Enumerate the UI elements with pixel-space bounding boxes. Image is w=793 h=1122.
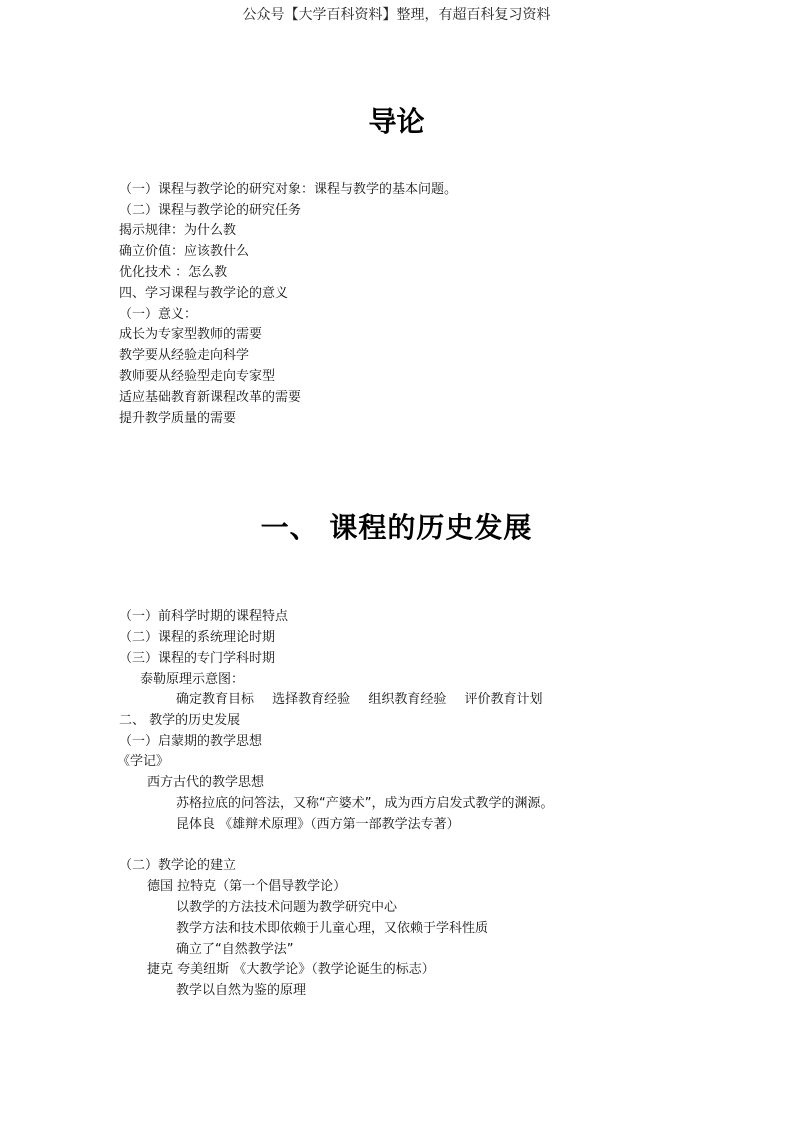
intro-line: （一）课程与教学论的研究对象：课程与教学的基本问题。 xyxy=(119,182,458,197)
tyler-steps xyxy=(176,691,556,709)
tyler-step: 评价教育计划 xyxy=(464,692,543,707)
page-header: 公众号【大学百科资料】整理，有超百科复习资料 xyxy=(242,7,551,23)
section-line: 教学方法和技术即依赖于儿童心理，又依赖于学科性质 xyxy=(176,921,489,936)
intro-line: 适应基础教育新课程改革的需要 xyxy=(119,390,302,405)
section-line: 确立了“自然教学法” xyxy=(176,942,294,957)
intro-line: 四、学习课程与教学论的意义 xyxy=(119,286,289,301)
chapter1-line: （二）课程的系统理论时期 xyxy=(119,630,276,645)
intro-line: 揭示规律：为什么教 xyxy=(119,223,237,238)
section-line: 苏格拉底的问答法，又称“产婆术”，成为西方启发式教学的渊源。 xyxy=(176,796,554,811)
section-line: 昆体良 《雄辩术原理》（西方第一部教学法专著） xyxy=(176,817,460,832)
intro-title: 导论 xyxy=(368,105,425,138)
tyler-step: 组织教育经验 xyxy=(368,692,447,707)
chapter1-line: （一）前科学时期的课程特点 xyxy=(119,609,289,624)
tyler-diagram-label: 泰勒原理示意图： xyxy=(140,672,245,687)
tyler-step: 确定教育目标 xyxy=(176,692,255,707)
intro-line: 确立价值：应该教什么 xyxy=(119,244,250,259)
intro-line: 优化技术 ：怎么教 xyxy=(119,265,228,280)
intro-line: （二）课程与教学论的研究任务 xyxy=(119,203,302,218)
section-line: 捷克 夸美纽斯 《大教学论》（教学论诞生的标志） xyxy=(147,962,435,977)
section-line: （一）启蒙期的教学思想 xyxy=(119,734,263,749)
section-line: 德国 拉特克（第一个倡导教学论） xyxy=(147,879,347,894)
section-line: 《学记》 xyxy=(117,754,170,769)
intro-line: 教师要从经验型走向专家型 xyxy=(119,369,276,384)
tyler-step: 选择教育经验 xyxy=(272,692,351,707)
section-line: 以教学的方法技术问题为教学研究中心 xyxy=(176,900,398,915)
section-line: 教学以自然为鉴的原理 xyxy=(176,983,307,998)
section-line: （二）教学论的建立 xyxy=(119,858,237,873)
intro-line: （一）意义： xyxy=(119,307,198,322)
intro-line: 成长为专家型教师的需要 xyxy=(119,327,263,342)
chapter1-title: 一、 课程的历史发展 xyxy=(260,511,533,544)
intro-line: 提升教学质量的需要 xyxy=(119,411,237,426)
section-heading: 二、 教学的历史发展 xyxy=(119,713,241,728)
chapter1-line: （三）课程的专门学科时期 xyxy=(119,651,276,666)
section-line: 西方古代的教学思想 xyxy=(147,775,265,790)
intro-line: 教学要从经验走向科学 xyxy=(119,348,250,363)
